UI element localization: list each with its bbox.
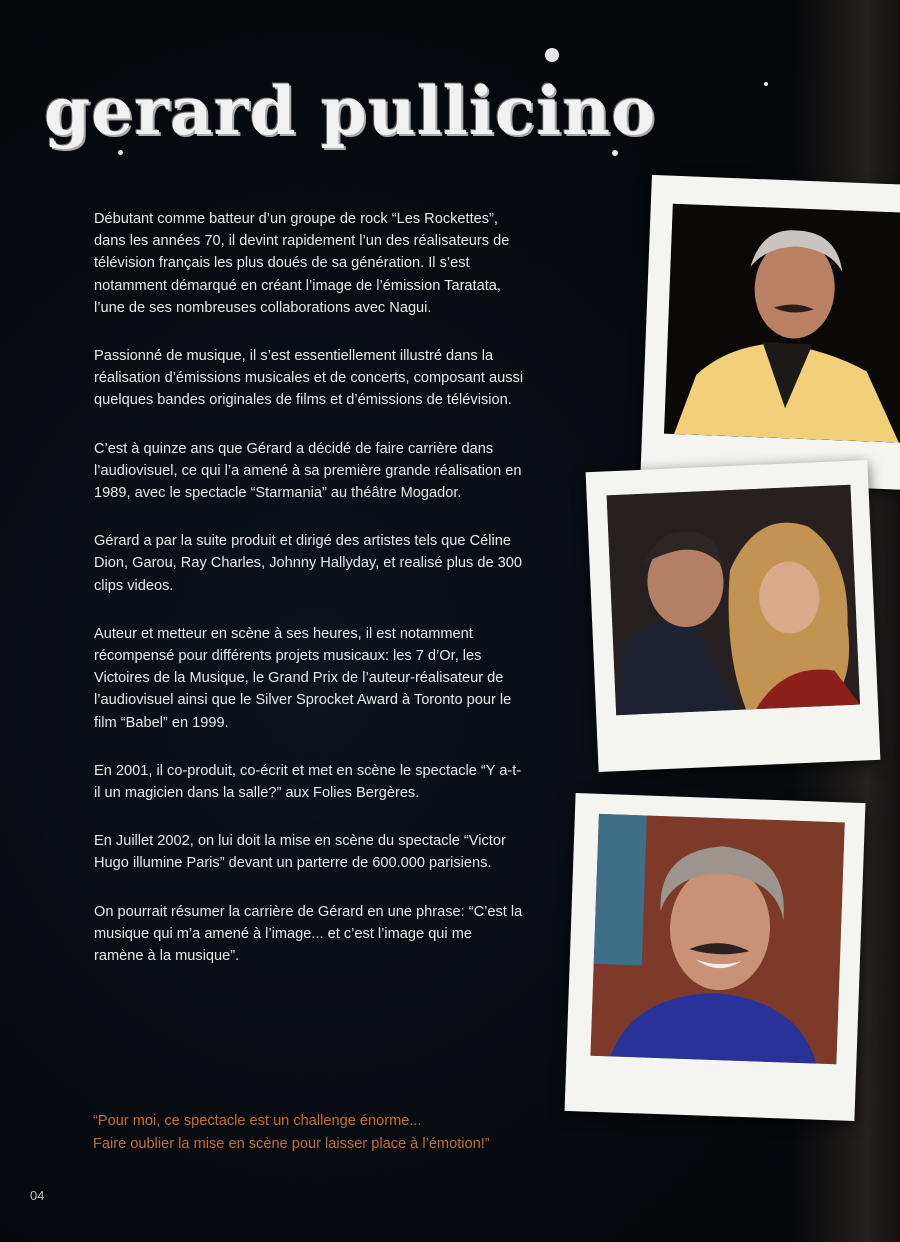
polaroid-frame xyxy=(586,460,881,772)
polaroid-frame xyxy=(640,175,900,490)
ink-splatter xyxy=(612,150,618,156)
paragraph: Gérard a par la suite produit et dirigé des artistes tels que Céline Dion, Garou, Ray Charles, Johnny Hallyday, et realisé plus de 300 clips videos. xyxy=(94,533,523,594)
portrait-photo-yellow-shirt xyxy=(664,204,900,443)
photo-two-people xyxy=(607,485,860,715)
biography-text xyxy=(94,208,524,993)
ink-splatter xyxy=(545,48,559,62)
ink-splatter xyxy=(118,150,123,155)
paragraph: Débutant comme batteur d’un groupe de rock “Les Rockettes”, dans les années 70, il devint rapidement l’un des réalisateurs de télévision français les plus doués de sa génération. Il s’est notamment démarqué en créant l’image de l’émission Taratata, l’une de ses nombreuses collaborations avec Nagui. xyxy=(94,211,510,316)
paragraph: On pourrait résumer la carrière de Gérard en une phrase: “C’est la musique qui m’a amené à l’image... et c’est l’image qui me ramène à la musique”. xyxy=(94,903,523,965)
page-number: 04 xyxy=(30,1188,45,1203)
paragraph: Passionné de musique, il s’est essentiellement illustré dans la réalisation d’émissions musicales et de concerts, composant aussi quelques bandes originales de films et d’émissions de télévision. xyxy=(94,348,524,409)
portrait-photo-smiling xyxy=(590,814,844,1064)
polaroid-frame xyxy=(565,793,866,1121)
page-title: gerard pullicino xyxy=(44,72,657,150)
paragraph: En Juillet 2002, on lui doit la mise en scène du spectacle “Victor Hugo illumine Paris” devant un parterre de 600.000 parisiens. xyxy=(94,833,506,872)
pull-quote xyxy=(93,1110,563,1155)
ink-splatter xyxy=(764,82,768,86)
paragraph: Auteur et metteur en scène à ses heures, il est notamment récompensé pour différents projets musicaux: les 7 d’Or, les Victoires de la Musique, le Grand Prix de l’auteur-réalisateur de l’audiovisuel ainsi que le Silver Sprocket Award à Toronto pour le film “Babel” en 1999. xyxy=(94,625,512,731)
quote-line-2: Faire oublier la mise en scène pour laisser place à l’émotion!” xyxy=(93,1135,490,1152)
paragraph: En 2001, il co-produit, co-écrit et met en scène le spectacle “Y a-t-il un magicien dans la salle?” aux Folies Bergères. xyxy=(94,762,522,802)
paragraph: C’est à quinze ans que Gérard a décidé de faire carrière dans l’audiovisuel, ce qui l’a amené à sa première grande réalisation en 1989, avec le spectacle “Starmania” au théâtre Mogador. xyxy=(94,440,522,502)
quote-line-1: “Pour moi, ce spectacle est un challenge énorme... xyxy=(93,1113,422,1129)
